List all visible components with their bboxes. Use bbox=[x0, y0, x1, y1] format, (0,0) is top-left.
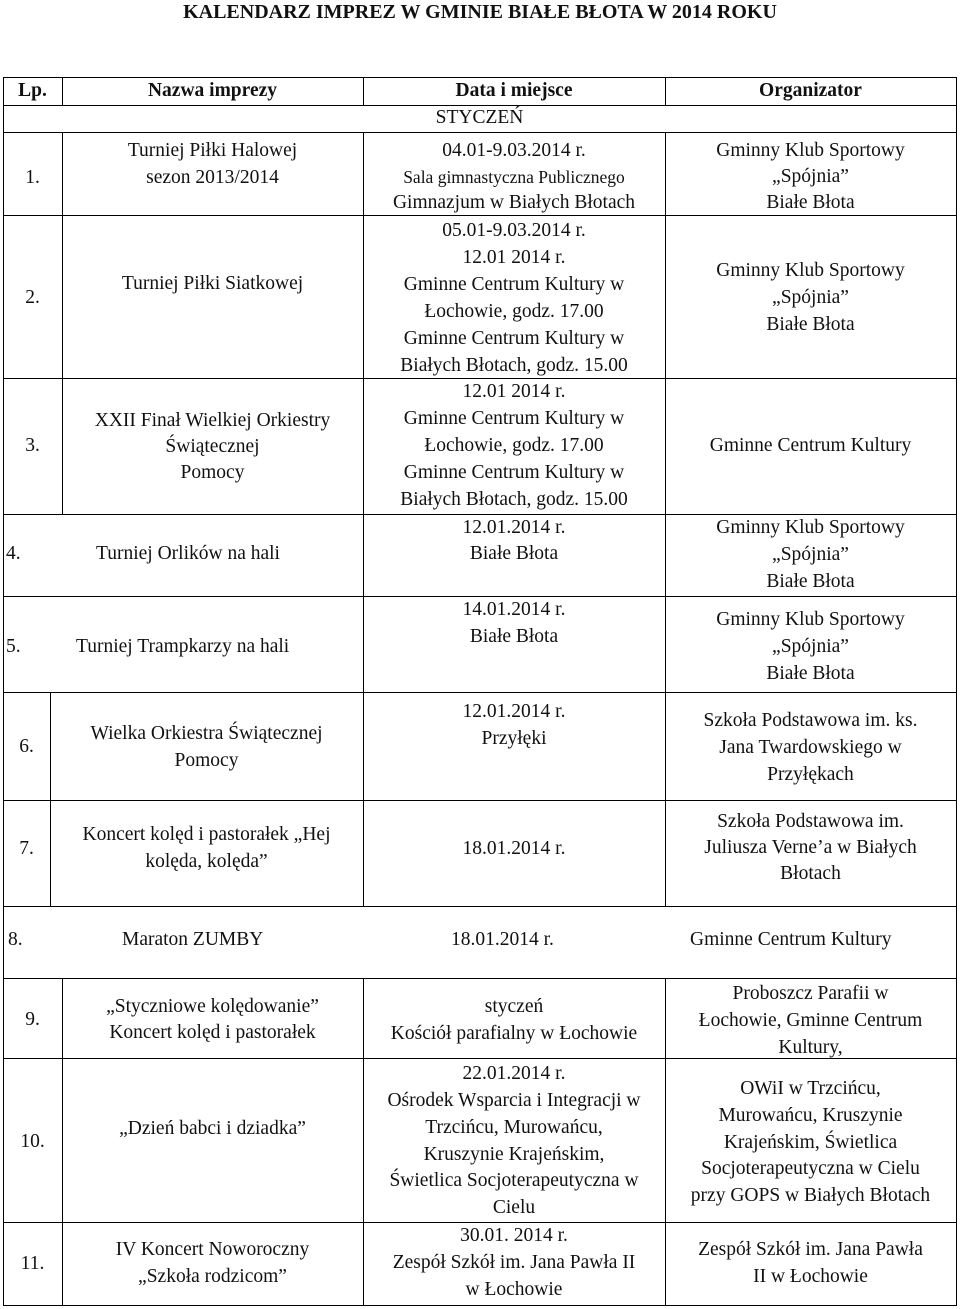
event-organizer: Murowańcu, Kruszynie bbox=[718, 1105, 903, 1126]
event-name: Maraton ZUMBY bbox=[122, 929, 264, 950]
event-organizer: Gminny Klub Sportowy bbox=[716, 260, 905, 281]
event-organizer: Jana Twardowskiego w bbox=[719, 737, 902, 758]
event-organizer: Gminny Klub Sportowy bbox=[716, 140, 905, 161]
event-date-place: Białe Błota bbox=[469, 543, 559, 564]
event-date-place: 18.01.2014 r. bbox=[462, 838, 566, 859]
grid-line bbox=[3, 978, 957, 979]
event-date-place: 05.01-9.03.2014 r. bbox=[442, 220, 586, 241]
row-lp: 8. bbox=[8, 929, 23, 950]
event-date-place: 12.01 2014 r. bbox=[462, 381, 566, 402]
event-date-place: Gimnazjum w Białych Błotach bbox=[392, 192, 636, 213]
grid-line bbox=[3, 906, 957, 907]
event-name: kolęda, kolęda” bbox=[145, 851, 268, 872]
event-organizer: Proboszcz Parafii w bbox=[732, 983, 889, 1004]
event-organizer: Gminne Centrum Kultury bbox=[690, 929, 892, 950]
event-name: Turniej Piłki Halowej bbox=[127, 140, 298, 161]
event-date-place: Łochowie, godz. 17.00 bbox=[424, 435, 604, 456]
event-name: „Styczniowe kolędowanie” bbox=[106, 996, 319, 1017]
event-date-place: Białe Błota bbox=[469, 626, 559, 647]
header-organizer: Organizator bbox=[759, 80, 862, 101]
event-organizer: Białe Błota bbox=[766, 571, 855, 592]
event-organizer: Białe Błota bbox=[766, 192, 855, 213]
event-date-place: Ośrodek Wsparcia i Integracji w bbox=[387, 1090, 641, 1111]
event-organizer: Gminny Klub Sportowy bbox=[716, 517, 905, 538]
event-date-place: 30.01. 2014 r. bbox=[460, 1225, 568, 1246]
event-organizer: Przyłękach bbox=[767, 764, 854, 785]
row-lp: 7. bbox=[19, 838, 34, 859]
event-date-place: 14.01.2014 r. bbox=[462, 599, 566, 620]
event-name: IV Koncert Noworoczny bbox=[115, 1239, 310, 1260]
event-organizer: Białe Błota bbox=[766, 663, 855, 684]
event-name: Turniej Orlików na hali bbox=[96, 543, 280, 564]
event-date-place: Łochowie, godz. 17.00 bbox=[424, 301, 604, 322]
event-organizer: Białe Błota bbox=[766, 314, 855, 335]
event-organizer: Zespół Szkół im. Jana Pawła bbox=[698, 1239, 923, 1260]
event-organizer: „Spójnia” bbox=[772, 544, 849, 565]
event-name: Turniej Piłki Siatkowej bbox=[121, 273, 304, 294]
event-date-place: 12.01 2014 r. bbox=[462, 247, 566, 268]
event-name: Świątecznej bbox=[165, 436, 260, 457]
grid-line bbox=[3, 692, 957, 693]
row-lp: 2. bbox=[25, 287, 40, 308]
event-organizer: Juliusza Verne’a w Białych bbox=[704, 837, 917, 858]
event-organizer: Krajeńskim, Świetlica bbox=[723, 1132, 898, 1153]
event-date-place: Trzcińcu, Murowańcu, bbox=[425, 1117, 603, 1138]
event-date-place: Gminne Centrum Kultury w bbox=[403, 462, 625, 483]
event-organizer: „Spójnia” bbox=[772, 636, 849, 657]
event-organizer: Szkoła Podstawowa im. ks. bbox=[703, 710, 918, 731]
event-date-place: Gminne Centrum Kultury w bbox=[403, 274, 625, 295]
event-date-place: Kruszynie Krajeńskim, bbox=[423, 1144, 605, 1165]
event-organizer: Socjoterapeutyczna w Cielu bbox=[701, 1158, 920, 1179]
event-organizer: Szkoła Podstawowa im. bbox=[717, 811, 904, 832]
event-date-place: 04.01-9.03.2014 r. bbox=[442, 140, 586, 161]
event-organizer: Łochowie, Gminne Centrum bbox=[698, 1010, 923, 1031]
event-date-place: 12.01.2014 r. bbox=[462, 701, 566, 722]
row-lp: 10. bbox=[20, 1131, 45, 1152]
event-name: Turniej Trampkarzy na hali bbox=[76, 636, 290, 657]
row-lp: 4. bbox=[6, 543, 21, 564]
event-date-place: Białych Błotach, godz. 15.00 bbox=[400, 489, 628, 510]
event-organizer: II w Łochowie bbox=[753, 1266, 868, 1287]
row-lp: 1. bbox=[25, 167, 40, 188]
row-lp: 11. bbox=[20, 1253, 45, 1274]
grid-line bbox=[956, 77, 957, 1305]
header-lp: Lp. bbox=[18, 80, 47, 101]
event-organizer: Gminny Klub Sportowy bbox=[716, 609, 905, 630]
grid-line bbox=[3, 1305, 957, 1306]
document-title: KALENDARZ IMPREZ W GMINIE BIAŁE BŁOTA W 2014 ROKU bbox=[183, 1, 777, 23]
event-date-place: 18.01.2014 r. bbox=[451, 929, 554, 950]
event-date-place: Cielu bbox=[492, 1197, 536, 1218]
event-date-place: Białych Błotach, godz. 15.00 bbox=[400, 355, 628, 376]
grid-line bbox=[3, 132, 957, 133]
event-name: Wielka Orkiestra Świątecznej bbox=[90, 723, 323, 744]
event-date-place: Gminne Centrum Kultury w bbox=[403, 328, 625, 349]
event-name: „Dzień babci i dziadka” bbox=[119, 1118, 306, 1139]
event-name: XXII Finał Wielkiej Orkiestry bbox=[94, 410, 331, 431]
event-organizer: Błotach bbox=[780, 863, 841, 884]
event-name: Koncert kolęd i pastorałek bbox=[109, 1022, 316, 1043]
event-name: Pomocy bbox=[180, 462, 245, 483]
header-name: Nazwa imprezy bbox=[147, 80, 278, 101]
event-organizer: „Spójnia” bbox=[772, 287, 849, 308]
event-date-place: Zespół Szkół im. Jana Pawła II bbox=[392, 1252, 636, 1273]
event-organizer: „Spójnia” bbox=[772, 166, 849, 187]
row-lp: 5. bbox=[6, 636, 21, 657]
row-lp: 9. bbox=[25, 1009, 40, 1030]
event-date-place: Przyłęki bbox=[481, 728, 547, 749]
event-date-place: w Łochowie bbox=[465, 1279, 563, 1300]
row-lp: 6. bbox=[19, 736, 34, 757]
event-date-place: 22.01.2014 r. bbox=[462, 1063, 566, 1084]
month-label: STYCZEŃ bbox=[435, 107, 524, 128]
event-name: sezon 2013/2014 bbox=[146, 167, 279, 188]
event-date-place: Sala gimnastyczna Publicznego bbox=[403, 167, 625, 187]
event-date-place: styczeń bbox=[484, 996, 544, 1017]
event-date-place: Kościół parafialny w Łochowie bbox=[390, 1023, 638, 1044]
event-name: Koncert kolęd i pastorałek „Hej bbox=[82, 824, 331, 845]
event-organizer: Gminne Centrum Kultury bbox=[709, 435, 912, 456]
event-name: Pomocy bbox=[174, 750, 239, 771]
event-organizer: Kultury, bbox=[778, 1037, 843, 1058]
event-date-place: Świetlica Socjoterapeutyczna w bbox=[389, 1170, 639, 1191]
event-date-place: Gminne Centrum Kultury w bbox=[403, 408, 625, 429]
grid-line bbox=[3, 77, 4, 1305]
event-name: „Szkoła rodzicom” bbox=[138, 1266, 287, 1287]
header-date-place: Data i miejsce bbox=[455, 80, 573, 101]
row-lp: 3. bbox=[25, 435, 40, 456]
event-organizer: OWiI w Trzcińcu, bbox=[740, 1078, 881, 1099]
event-organizer: przy GOPS w Białych Błotach bbox=[690, 1185, 931, 1206]
grid-line bbox=[3, 800, 957, 801]
event-date-place: 12.01.2014 r. bbox=[462, 517, 566, 538]
